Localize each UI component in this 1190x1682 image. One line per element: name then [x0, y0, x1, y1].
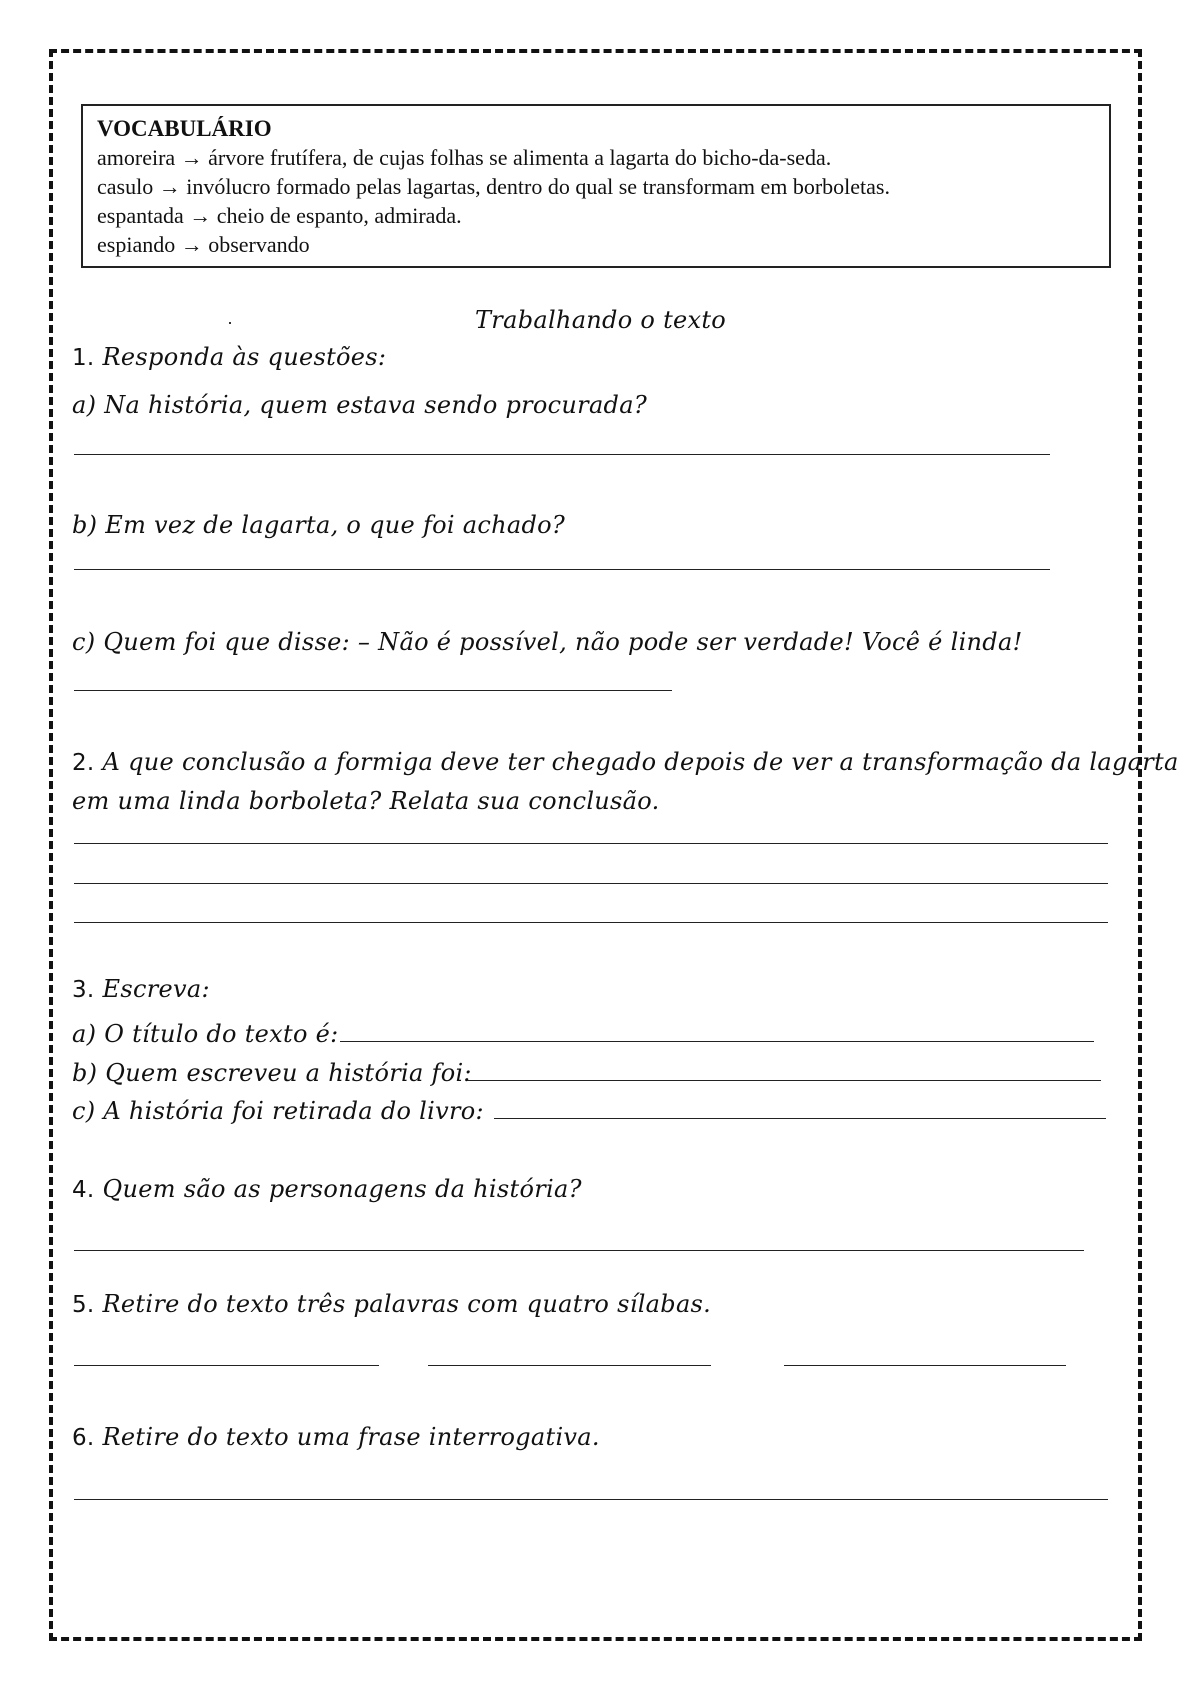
- question-text: Responda às questões:: [102, 343, 387, 371]
- vocabulary-entry: espiando → observando: [97, 232, 310, 257]
- question-text: Quem são as personagens da história?: [102, 1175, 582, 1203]
- question-text: Escreva:: [102, 975, 210, 1003]
- answer-line-1c[interactable]: [74, 690, 672, 691]
- question-number: 1.: [72, 345, 95, 371]
- question-number: 3.: [72, 977, 95, 1003]
- stray-dot: [229, 322, 231, 324]
- answer-line-3c[interactable]: [494, 1118, 1106, 1119]
- question-number: 5.: [72, 1292, 95, 1318]
- page-border: [49, 49, 1142, 1641]
- answer-line-3b[interactable]: [467, 1080, 1101, 1081]
- answer-line-2-2[interactable]: [74, 883, 1108, 884]
- question-3c: c) A história foi retirada do livro:: [72, 1097, 484, 1125]
- question-1a: a) Na história, quem estava sendo procurada?: [72, 391, 647, 419]
- question-1: [72, 343, 386, 371]
- answer-line-1a[interactable]: [74, 454, 1050, 455]
- answer-line-5-2[interactable]: [428, 1365, 711, 1366]
- answer-line-2-1[interactable]: [74, 843, 1108, 844]
- question-text: A que conclusão a formiga deve ter chegado depois de ver a transformação da lagarta: [102, 748, 1179, 776]
- answer-line-1b[interactable]: [74, 569, 1050, 570]
- answer-line-5-3[interactable]: [784, 1365, 1066, 1366]
- answer-line-2-3[interactable]: [74, 922, 1108, 923]
- question-number: 6.: [72, 1425, 95, 1451]
- question-number: 2.: [72, 750, 95, 776]
- answer-line-3a[interactable]: [340, 1041, 1094, 1042]
- question-text: Retire do texto três palavras com quatro sílabas.: [102, 1290, 712, 1318]
- question-4: [72, 1175, 582, 1203]
- question-2-line1: [72, 748, 1179, 776]
- section-title: Trabalhando o texto: [475, 306, 727, 334]
- question-2-line2: em uma linda borboleta? Relata sua conclusão.: [72, 787, 660, 815]
- answer-line-5-1[interactable]: [74, 1365, 379, 1366]
- answer-line-6[interactable]: [74, 1499, 1108, 1500]
- vocabulary-entry: casulo → invólucro formado pelas lagartas, dentro do qual se transformam em borboletas.: [97, 174, 890, 199]
- question-3b: b) Quem escreveu a história foi:: [72, 1059, 472, 1087]
- answer-line-4[interactable]: [74, 1250, 1084, 1251]
- question-text: Retire do texto uma frase interrogativa.: [102, 1423, 600, 1451]
- vocabulary-box: [81, 104, 1111, 268]
- vocabulary-title: VOCABULÁRIO: [97, 116, 272, 141]
- question-3a: a) O título do texto é:: [72, 1020, 339, 1048]
- question-1c: c) Quem foi que disse: – Não é possível, não pode ser verdade! Você é linda!: [72, 628, 1023, 656]
- vocabulary-entry: amoreira → árvore frutífera, de cujas folhas se alimenta a lagarta do bicho-da-seda.: [97, 145, 832, 170]
- question-number: 4.: [72, 1177, 95, 1203]
- vocabulary-entry: espantada → cheio de espanto, admirada.: [97, 203, 462, 228]
- question-3: [72, 975, 210, 1003]
- question-6: [72, 1423, 600, 1451]
- question-5: [72, 1290, 711, 1318]
- question-1b: b) Em vez de lagarta, o que foi achado?: [72, 511, 566, 539]
